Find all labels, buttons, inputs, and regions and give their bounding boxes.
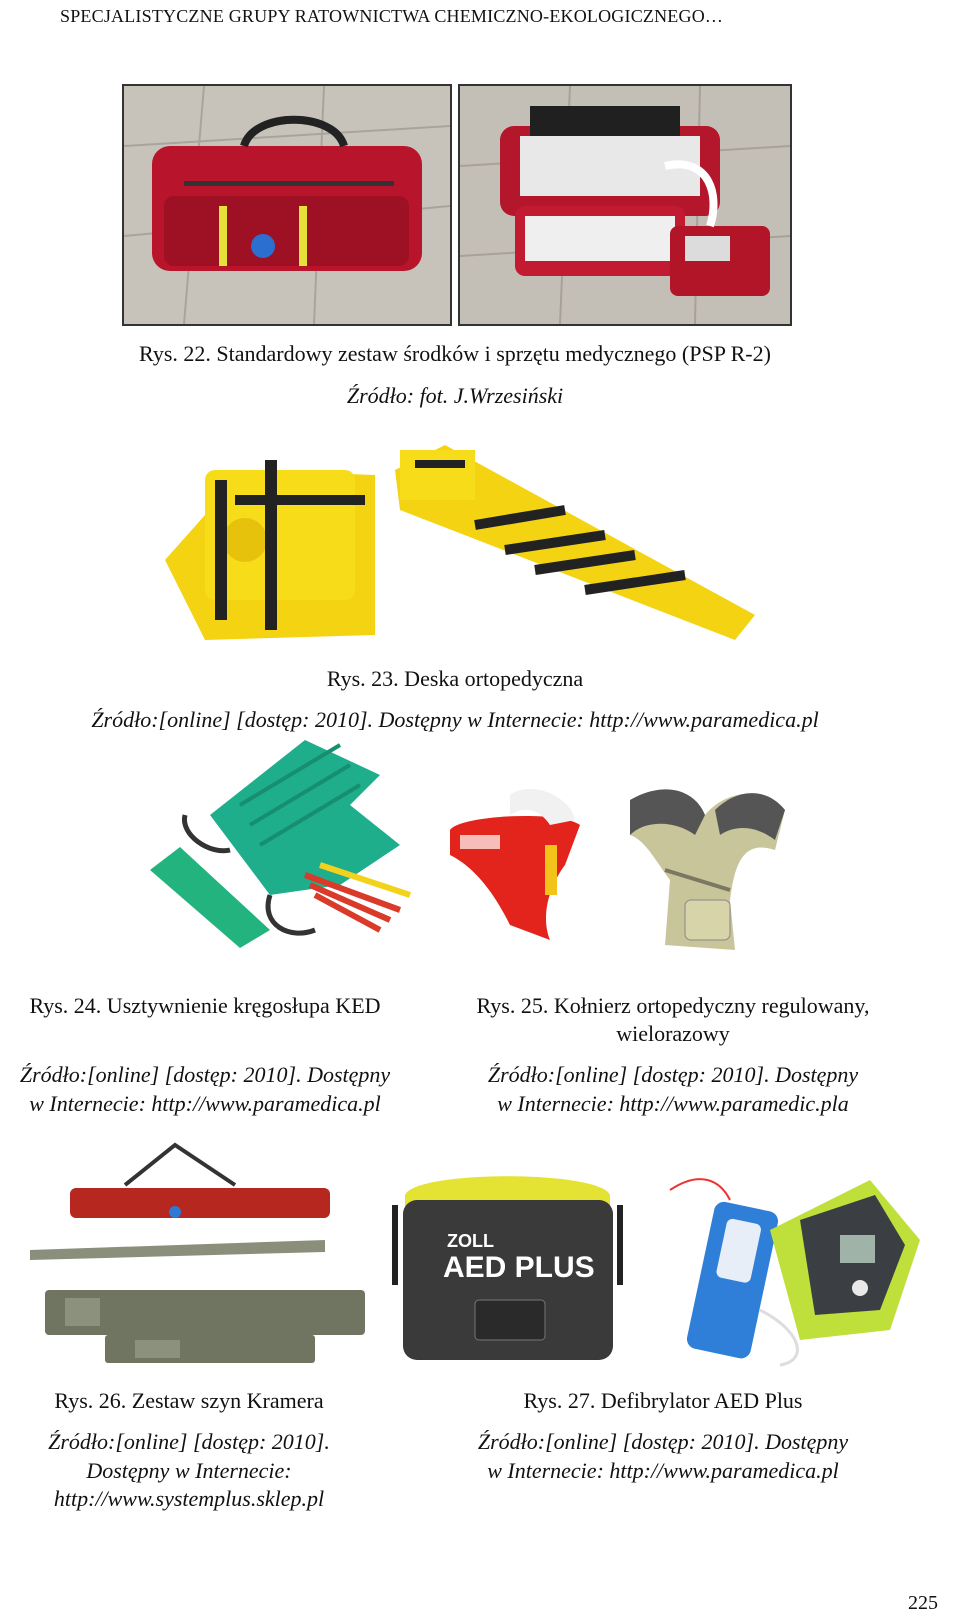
- aed-brand-label: ZOLL: [447, 1231, 494, 1251]
- photo-spine-board: [165, 440, 765, 655]
- figure-26-source-line3: http://www.systemplus.sklep.pl: [53, 1486, 325, 1511]
- running-header: SPECJALISTYCZNE GRUPY RATOWNICTWA CHEMICZNO-EKOLOGICZNEGO…: [60, 6, 724, 26]
- figure-26-source-line1: Źródło:[online] [dostęp: 2010].: [48, 1429, 330, 1454]
- figure-25-caption-line2: wielorazowy: [616, 1021, 730, 1046]
- photo-aed-bag: [385, 1165, 630, 1365]
- figure-24-source-line2: w Internecie: http://www.paramedica.pl: [29, 1091, 381, 1116]
- figure-24-source-line1: Źródło:[online] [dostęp: 2010]. Dostępny: [19, 1062, 391, 1087]
- figure-23-caption: Rys. 23. Deska ortopedyczna: [326, 666, 584, 691]
- photo-aed-device: [660, 1160, 925, 1370]
- photo-kramer-splints: [25, 1140, 380, 1370]
- figure-25-caption-line1: Rys. 25. Kołnierz ortopedyczny regulowany,: [476, 993, 870, 1018]
- figure-27-source-line1: Źródło:[online] [dostęp: 2010]. Dostępny: [477, 1429, 849, 1454]
- figure-24-caption: Rys. 24. Usztywnienie kręgosłupa KED: [29, 993, 381, 1018]
- photo-medical-bag-open: [458, 84, 792, 326]
- photo-cervical-collar-red: [440, 775, 585, 945]
- photo-ked-vest: [140, 735, 420, 950]
- photo-medical-bag-closed: [122, 84, 452, 326]
- figure-22-caption: Rys. 22. Standardowy zestaw środków i sprzętu medycznego (PSP R-2): [139, 341, 771, 366]
- figure-25-source-line2: w Internecie: http://www.paramedic.pla: [497, 1091, 849, 1116]
- figure-27-caption: Rys. 27. Defibrylator AED Plus: [523, 1388, 803, 1413]
- figure-27-source-line2: w Internecie: http://www.paramedica.pl: [487, 1458, 839, 1483]
- figure-22-source: Źródło: fot. J.Wrzesiński: [346, 383, 564, 408]
- figure-26-caption: Rys. 26. Zestaw szyn Kramera: [54, 1388, 324, 1413]
- page-number: 225: [908, 1592, 938, 1614]
- photo-cervical-collar-grey: [625, 780, 790, 955]
- figure-23-source: Źródło:[online] [dostęp: 2010]. Dostępny w Internecie: http://www.paramedica.pl: [91, 707, 819, 732]
- figure-25-source-line1: Źródło:[online] [dostęp: 2010]. Dostępny: [487, 1062, 859, 1087]
- figure-26-source-line2: Dostępny w Internecie:: [86, 1458, 292, 1483]
- aed-model-label: AED PLUS: [443, 1251, 595, 1284]
